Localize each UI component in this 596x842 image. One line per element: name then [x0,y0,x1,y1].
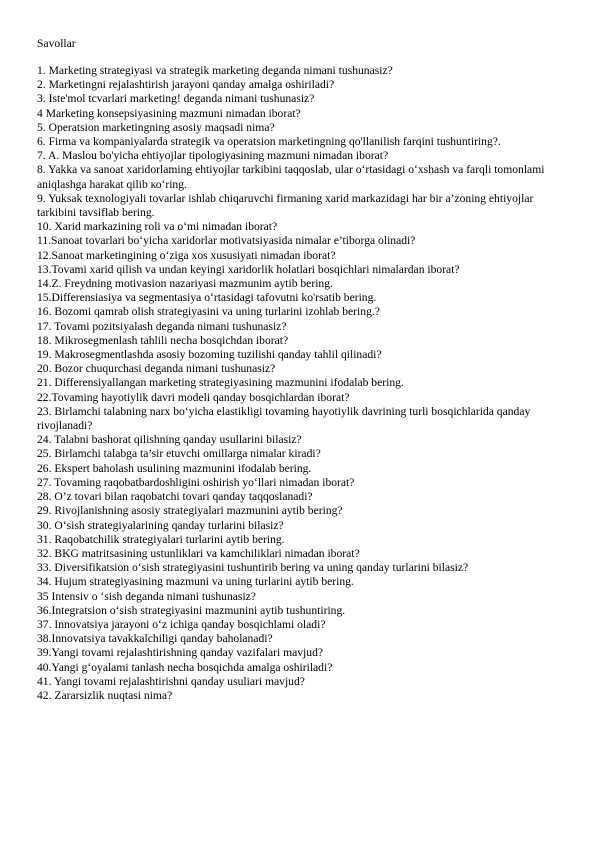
question-item: 21. Differensiyallangan marketing strategiyasining mazmunini ifodalab bering. [37,376,404,390]
question-item: 1. Marketing strategiyasi va strategik marketing deganda nimani tushunasiz? [37,64,393,77]
question-item: 38.Innovatsiya tavakkalchiligi qanday baholanadi? [37,632,273,646]
question-item: 27. Tovaming raqobatbardoshligini oshirish yo‘llari nimadan iborat? [37,475,355,489]
question-item: 2. Marketingni rejalashtirish jarayoni qanday amalga oshiriladi? [37,78,335,92]
question-item: 42. Zararsizlik nuqtasi nima? [37,688,173,702]
question-item: 39.Yangi tovami rejalashtirishning qanday vazifalari mavjud? [37,646,324,660]
question-item: 33. Diversifikatsion o‘sish strategiyasini tushuntirib bering va uning qanday turlarini bilasiz? [37,561,469,575]
question-item: 26. Ekspert baholash usulining mazmunini ifodalab bering. [37,461,312,475]
question-item: 22.Tovaming hayotiylik davri modeli qanday bosqichlardan iborat? [37,390,350,404]
question-item: 5. Operatsion marketingning asosiy maqsadi nima? [37,120,275,134]
document-page [37,37,562,703]
question-item: 16. Bozomi qamrab olish strategiyasini va uning turlarini izohlab bering.? [37,305,380,319]
question-item: 28. O’z tovari bilan raqobatchi tovari qanday taqqoslanadi? [37,490,313,504]
question-item: 31. Raqobatchilik strategiyalari turlarini aytib bering. [37,532,285,546]
question-item: 35 Intensiv o ‘sish deganda nimani tushunasiz? [37,589,256,603]
question-item: 12.Sanoat marketingining o‘ziga xos xususiyati nimadan iborat? [37,248,336,262]
question-item: 10. Xarid markazining roli va o‘mi nimadan iborat? [37,220,278,234]
question-item: 34. Hujum strategiyasining mazmuni va uning turlarini aytib bering. [37,575,354,589]
question-item: 17. Tovami pozitsiyalash deganda nimani tushunasiz? [37,319,287,333]
question-item: 3. Iste'mol tcvarlari marketing! deganda nimani tushunasiz? [37,92,315,106]
question-item: 20. Bozor chuqurchasi deganda nimani tushunasiz? [37,362,276,376]
question-item: 29. Rivojlanishning asosiy strategiyalari mazmunini aytib bering? [37,504,343,518]
question-item: 6. Firma va kompaniyalarda strategik va operatsion marketingning qo'llanilish farqini tushuntiring?. [37,135,501,149]
question-item: 11.Sanoat tovarlari bo‘yicha xaridorlar motivatsiyasida nimalar e’tiborga olinadi? [37,234,416,248]
question-item: 9. Yuksak texnologiyali tovarlar ishlab chiqaruvchi firmaning xarid markazidagi har bir a’zoning ehtiyojlar tarkibini tavsiflab bering. [37,191,534,220]
document-heading: Savollar [37,37,76,50]
question-item: 8. Yakka va sanoat xaridorlaming ehtiyojlar tarkibini taqqoslab, ular o‘rtasidagi o‘xshash va farqli tomonlami aniqlashga harakat qilib ко‘ring. [37,163,545,191]
question-item: 40.Yangi g‘oyalami tanlash necha bosqichda amalga oshiriladi? [37,660,333,674]
question-list [37,64,562,703]
question-item: 15.Differensiasiya va segmentasiya o‘rtasidagi tafovutni ko'rsatib bering. [37,291,377,305]
question-item: 32. BKG matritsasining ustunliklari va kamchiliklari nimadan iborat? [37,546,360,560]
question-item: 36.Integratsion o‘sish strategiyasini mazmunini aytib tushuntiring. [37,603,346,617]
question-item: 37. Innovatsiya jarayoni o‘z ichiga qanday bosqichlami oladi? [37,617,326,631]
question-item: 18. Mikrosegmenlash tahlili necha bosqichdan iborat? [37,333,289,347]
question-item: 41. Yangi tovami rejalashtirishni qanday usuliari mavjud? [37,674,305,688]
question-item: 14.Z. Freydning motivasion nazariyasi mazmunim aytib bering. [37,277,333,291]
question-item: 7. A. Maslou bo'yicha ehtiyojlar tipologiyasining mazmuni nimadan iborat? [37,149,389,163]
question-item: 23. Birlamchi talabning narx bo‘yicha elastikligi tovaming hayotiylik davrining turli bosqichlarida qanday rivojlanadi? [37,404,531,433]
question-item: 25. Birlamchi talabga ta’sir etuvchi omillarga nimalar kiradi? [37,447,321,461]
question-item: 19. Makrosegmentlashda asosiy bozoming tuzilishi qanday tahlil qilinadi? [37,348,382,362]
question-item: 24. Talabni bashorat qilishning qanday usullarini bilasiz? [37,433,302,447]
question-item: 30. O‘sish strategiyalarining qanday turlarini bilasiz? [37,518,284,532]
question-item: 4 Marketing konsepsiyasining mazmuni nimadan iborat? [37,106,301,120]
question-item: 13.Tovami xarid qilish va undan keyingi xaridorlik holatlari bosqichlari nimalardan iborat? [37,262,460,276]
